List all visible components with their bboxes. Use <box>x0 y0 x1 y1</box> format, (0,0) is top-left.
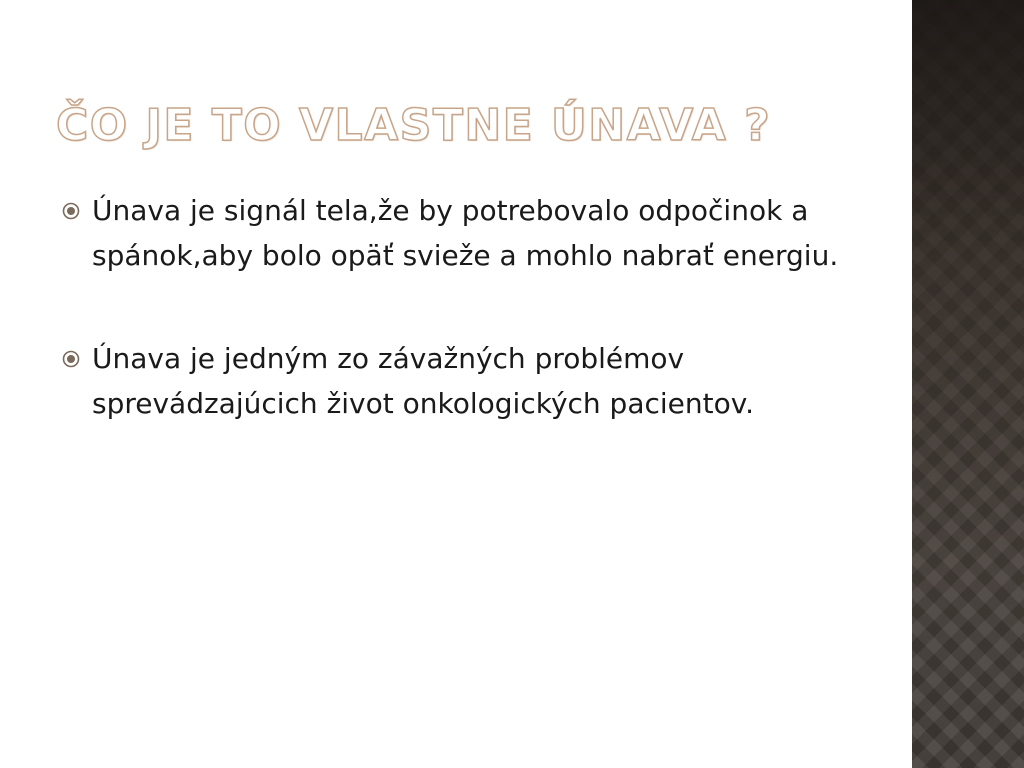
decorative-side-panel <box>912 0 1024 768</box>
bullet-text: Únava je jedným zo závažných problémov sprevádzajúcich život onkologických pacientov. <box>92 342 755 420</box>
bullet-list <box>60 188 840 484</box>
slide-title: ČO JE TO VLASTNE ÚNAVA ? <box>56 100 772 151</box>
bullet-text: Únava je signál tela,že by potrebovalo odpočinok a spánok,aby bolo opäť svieže a mohlo nabrať energiu. <box>92 194 839 272</box>
bullet-item <box>60 336 840 426</box>
circled-dot-bullet-icon <box>62 202 80 220</box>
circled-dot-bullet-icon <box>62 350 80 368</box>
bullet-item <box>60 188 840 278</box>
